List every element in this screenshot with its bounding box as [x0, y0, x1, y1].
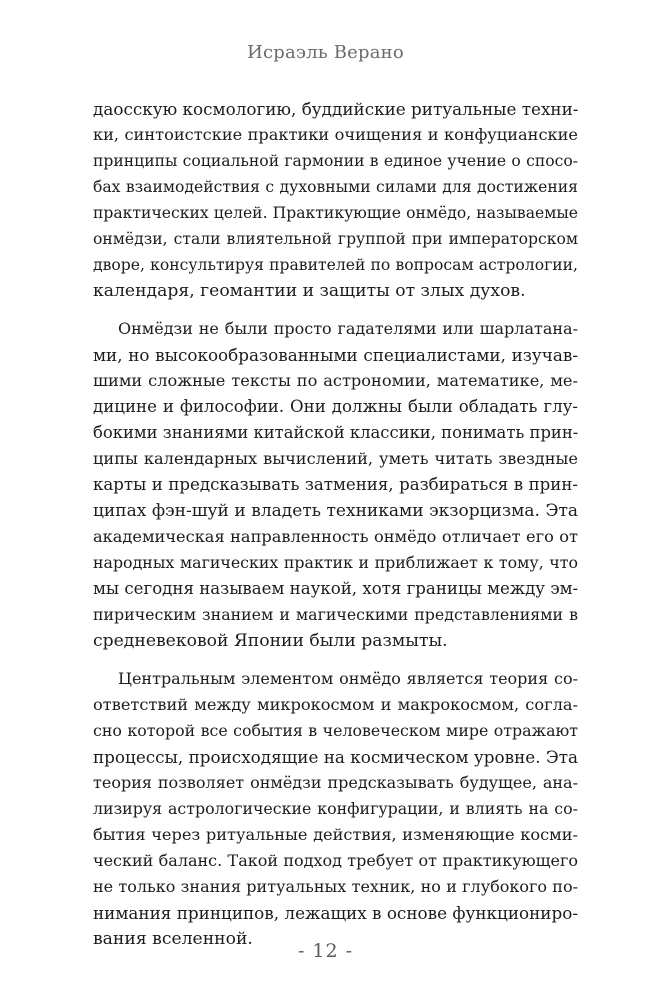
text-line: ки, синтоистские практики очищения и конфуцианские	[93, 125, 578, 144]
text-line: бокими знаниями китайской классики, понимать прин-	[93, 423, 578, 442]
text-line: сно которой все события в человеческом мире отражают	[93, 721, 578, 740]
text-line: дицине и философии. Они должны были обладать глу-	[93, 397, 578, 416]
text-line: пирическим знанием и магическими представлениями в	[93, 605, 578, 624]
text-line: шими сложные тексты по астрономии, математике, ме-	[93, 371, 578, 390]
text-line: ципы календарных вычислений, уметь читать звездные	[93, 449, 578, 468]
text-line: онмёдзи, стали влиятельной группой при императорском	[93, 230, 578, 248]
text-line: даосскую космологию, буддийские ритуальные техни-	[93, 99, 578, 119]
text-line: дворе, консультируя правителей по вопросам астрологии,	[93, 256, 578, 274]
text-line: бах взаимодействия с духовными силами для достижения	[93, 178, 578, 196]
text-line: мы сегодня называем наукой, хотя границы между эм-	[93, 579, 578, 598]
text-line: календаря, геомантии и защиты от злых духов.	[93, 281, 526, 301]
text-line: бытия через ритуальные действия, изменяющие косми-	[93, 825, 578, 844]
text-line: принципы социальной гармонии в единое учение о спосо-	[93, 152, 578, 170]
text-line: практических целей. Практикующие онмёдо, называемые	[93, 204, 578, 222]
paragraph	[93, 316, 578, 654]
text-line: вания вселенной.	[93, 929, 253, 949]
text-line: академическая направленность онмёдо отличает его от	[93, 527, 578, 546]
text-line: Онмёдзи не были просто гадателями или шарлатана-	[118, 319, 578, 338]
text-line: ципах фэн-шуй и владеть техниками экзорцизма. Эта	[93, 501, 578, 521]
text-line: нимания принципов, лежащих в основе функциониро-	[93, 903, 578, 923]
text-line: ческий баланс. Такой подход требует от практикующего	[93, 851, 578, 870]
text-line: ответствий между микрокосмом и макрокосмом, согла-	[93, 695, 578, 714]
page-number: - 12 -	[297, 940, 354, 962]
text-line: ми, но высокообразованными специалистами, изучав-	[93, 345, 578, 365]
text-line: процессы, происходящие на космическом уровне. Эта	[93, 747, 578, 767]
text-line: Центральным элементом онмёдо является теория со-	[118, 669, 578, 688]
running-head-author: Исраэль Верано	[247, 42, 404, 63]
paragraph	[93, 96, 578, 304]
text-line: теория позволяет онмёдзи предсказывать будущее, ана-	[93, 773, 578, 792]
text-line: лизируя астрологические конфигурации, и влиять на со-	[93, 799, 578, 818]
paragraph	[93, 666, 578, 952]
text-line: карты и предсказывать затмения, разбираться в прин-	[93, 475, 578, 494]
text-line: народных магических практик и приближает к тому, что	[93, 553, 578, 572]
text-line: не только знания ритуальных техник, но и глубокого по-	[93, 877, 578, 896]
text-line: средневековой Японии были размыты.	[93, 631, 448, 651]
body-text	[93, 96, 578, 952]
